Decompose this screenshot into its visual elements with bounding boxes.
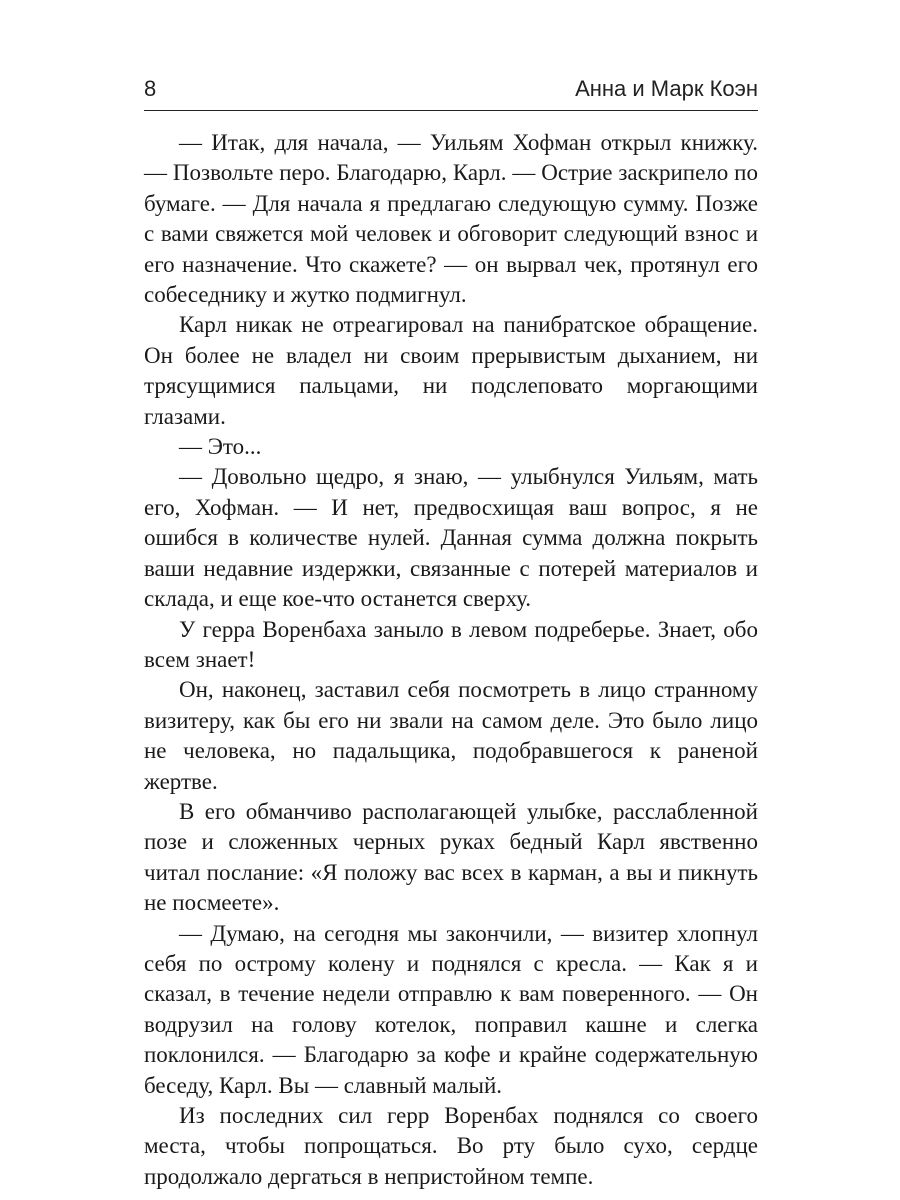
paragraph: У герра Воренбаха заныло в левом подреберье. Знает, обо всем знает!: [144, 616, 758, 672]
paragraph: Он, наконец, заставил себя посмотреть в лицо странному визитеру, как бы его ни звали на самом деле. Это было лицо не человека, но падальщика, подобравшегося к раненой жертве.: [144, 677, 758, 794]
paragraph: В его обманчиво располагающей улыбке, расслабленной позе и сложенных черных руках бедный Карл явственно читал послание: «Я положу вас всех в карман, а вы и пикнуть не посмеете».: [144, 798, 758, 916]
paragraph: — Итак, для начала, — Уильям Хофман открыл книжку. — Позвольте перо. Благодарю, Карл. — Острие заскрипело по бумаге. — Для начала я предлагаю следующую сумму. Позже с вами свяжется мой человек и обговорит следующий взнос и его назначение. Что скажете? — он вырвал чек, протянул его собеседнику и жутко подмигнул.: [144, 130, 758, 308]
page-header: [144, 70, 758, 111]
paragraph: — Это...: [179, 434, 262, 460]
paragraph: — Довольно щедро, я знаю, — улыбнулся Уильям, мать его, Хофман. — И нет, предвосхищая ваш вопрос, я не ошибся в количестве нулей. Данная сумма должна покрыть ваши недавние издержки, связанные с потерей материалов и склада, и еще кое-что останется сверху.: [144, 464, 758, 612]
paragraph: Карл никак не отреагировал на панибратское обращение. Он более не владел ни своим прерывистым дыханием, ни трясущимися пальцами, ни подслеповато моргающими глазами.: [144, 312, 758, 429]
body-text: [144, 128, 758, 1192]
running-head: Анна и Марк Коэн: [575, 76, 758, 101]
page-number: 8: [144, 76, 157, 101]
paragraph: Из последних сил герр Воренбах поднялся со своего места, чтобы попрощаться. Во рту было сухо, сердце продолжало дергаться в непристойном темпе.: [144, 1103, 758, 1189]
paragraph: — Думаю, на сегодня мы закончили, — визитер хлопнул себя по острому колену и поднялся с кресла. — Как я и сказал, в течение недели отправлю к вам поверенного. — Он водрузил на голову котелок, поправил кашне и слегка поклонился. — Благодарю за кофе и крайне содержательную беседу, Карл. Вы — славный малый.: [144, 920, 758, 1098]
